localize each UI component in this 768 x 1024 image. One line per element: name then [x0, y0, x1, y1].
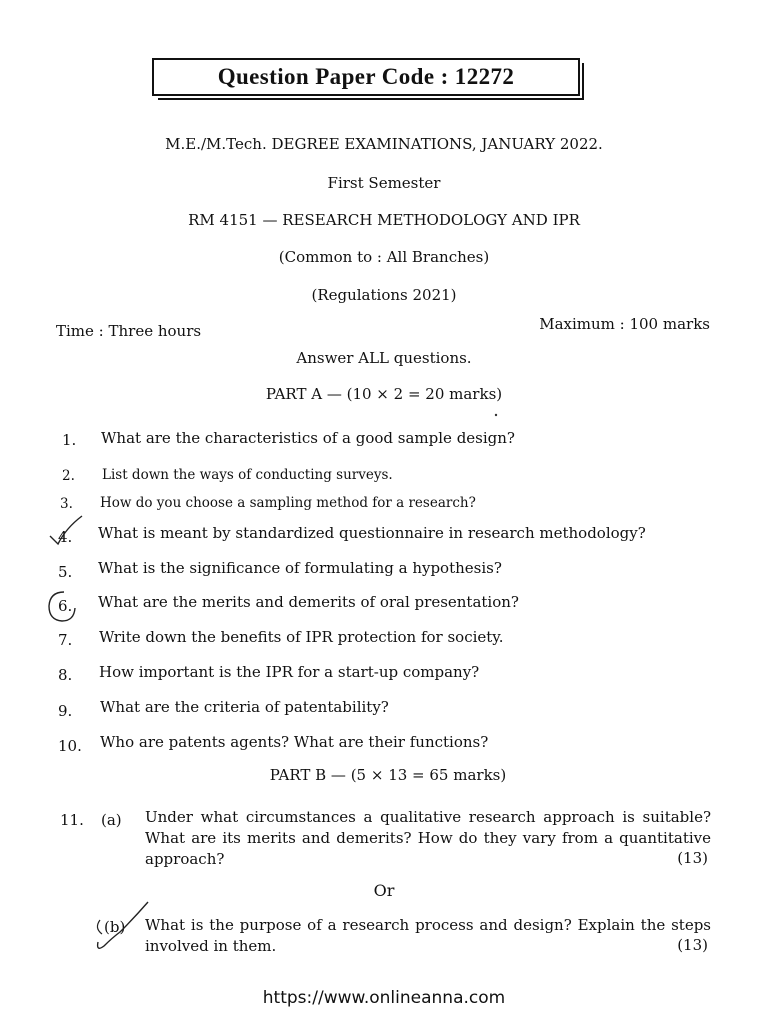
question-number: 9. — [58, 702, 73, 720]
tick-mark-icon — [90, 900, 150, 956]
circle-mark-icon — [44, 588, 80, 628]
exam-title: M.E./M.Tech. DEGREE EXAMINATIONS, JANUARY 2022. — [165, 135, 603, 153]
subquestion-label-a: (a) — [101, 811, 122, 829]
marks-a: (13) — [677, 849, 708, 867]
question-text: What is the significance of formulating a hypothesis? — [98, 559, 502, 577]
question-text: How important is the IPR for a start-up company? — [99, 663, 480, 681]
paper-code: Question Paper Code : 12272 — [217, 64, 515, 89]
question-text: List down the ways of conducting surveys. — [102, 467, 393, 483]
instruction: Answer ALL questions. — [296, 349, 472, 367]
maximum-marks: Maximum : 100 marks — [539, 315, 710, 333]
part-b-title: PART B — (5 × 13 = 65 marks) — [269, 766, 507, 784]
question-number: 10. — [58, 737, 82, 755]
footer-url: https://www.onlineanna.com — [262, 988, 506, 1008]
question-number: 4. — [58, 528, 73, 546]
subquestion-label-b: (b) — [104, 918, 126, 936]
question-text: Who are patents agents? What are their functions? — [100, 733, 489, 751]
tick-mark-icon — [48, 514, 88, 550]
regulations: (Regulations 2021) — [311, 286, 457, 304]
question-number: 8. — [58, 666, 73, 684]
semester: First Semester — [327, 174, 441, 192]
question-number: 7. — [58, 631, 73, 649]
common-to: (Common to : All Branches) — [278, 248, 490, 266]
marks-b: (13) — [677, 936, 708, 954]
question-text: What are the criteria of patentability? — [100, 698, 389, 716]
subquestion-text-a: Under what circumstances a qualitative research approach is suitable? What are its merits and demerits? How do they vary from a quantitative approach? — [145, 808, 711, 868]
question-number: 2. — [62, 468, 75, 484]
question-text: What is meant by standardized questionnaire in research methodology? — [98, 524, 646, 542]
question-text: What are the characteristics of a good sample design? — [101, 429, 515, 447]
ink-dot-icon — [494, 412, 498, 418]
question-text: What are the merits and demerits of oral presentation? — [98, 593, 519, 611]
question-number: 1. — [62, 431, 77, 449]
question-number: 3. — [60, 496, 73, 512]
question-text: Write down the benefits of IPR protection for society. — [99, 628, 504, 646]
question-text: How do you choose a sampling method for a research? — [100, 495, 476, 511]
question-number: 6. — [58, 597, 73, 615]
question-number: 11. — [60, 811, 84, 829]
part-a-title: PART A — (10 × 2 = 20 marks) — [265, 385, 503, 403]
question-number: 5. — [58, 563, 73, 581]
or-separator: Or — [373, 881, 395, 900]
course-title: RM 4151 — RESEARCH METHODOLOGY AND IPR — [188, 211, 580, 229]
time-allowed: Time : Three hours — [56, 322, 202, 340]
subquestion-text-b: What is the purpose of a research process and design? Explain the steps involved in them. — [145, 916, 711, 955]
paper-code-box — [152, 58, 580, 96]
